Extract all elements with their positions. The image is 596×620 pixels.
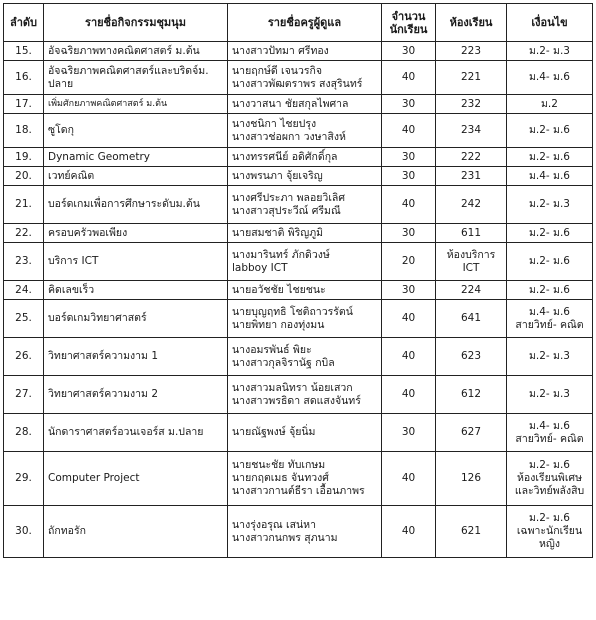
classroom-line: 221: [460, 71, 482, 83]
condition: [507, 300, 593, 338]
activity-name: [44, 243, 228, 281]
table-row: [4, 300, 593, 338]
table-row: [4, 167, 593, 186]
teacher-names-line: นางศรีประภา พลอยวิเลิศ: [232, 191, 346, 204]
student-count: 40: [382, 376, 436, 414]
teacher-names-line: นางพรนภา จุ้ยเจริญ: [232, 169, 323, 182]
activity-name-line: ซูโดกุ: [48, 124, 74, 136]
row-number: 21.: [4, 186, 44, 224]
condition: [507, 186, 593, 224]
teacher-names: [228, 167, 382, 186]
activity-name: [44, 338, 228, 376]
activity-name: [44, 376, 228, 414]
classroom-line: 126: [460, 472, 482, 484]
teacher-names: [228, 42, 382, 61]
condition-line: ม.4- ม.6: [528, 169, 570, 182]
condition: [507, 414, 593, 452]
classroom-line: 242: [460, 198, 482, 210]
classroom: [436, 42, 507, 61]
condition-line: ม.2- ม.6: [528, 226, 570, 239]
teacher-names: [228, 224, 382, 243]
table-row: [4, 114, 593, 148]
table-header-row: [4, 4, 593, 42]
classroom: [436, 148, 507, 167]
row-number: 24.: [4, 281, 44, 300]
activity-name-line: Dynamic Geometry: [48, 150, 151, 163]
header-no: ลำดับ: [4, 4, 44, 42]
row-number: 16.: [4, 61, 44, 95]
classroom-line: 231: [460, 169, 482, 182]
teacher-names-line: นางสาวปัทมา ศรีทอง: [232, 44, 329, 57]
row-number: 22.: [4, 224, 44, 243]
classroom: [436, 114, 507, 148]
table-row: [4, 42, 593, 61]
classroom-line: 627: [460, 426, 482, 438]
teacher-names: [228, 338, 382, 376]
table-row: [4, 243, 593, 281]
condition-line: ม.4- ม.6: [528, 71, 570, 83]
teacher-names-line: นางสาวกนกพร สุภนาม: [232, 531, 338, 544]
condition-line: ม.2- ม.6: [528, 150, 570, 163]
teacher-names: [228, 414, 382, 452]
condition-line: ม.4- ม.6: [528, 305, 570, 318]
table-row: [4, 61, 593, 95]
row-number: 28.: [4, 414, 44, 452]
classroom: [436, 61, 507, 95]
condition-line: สายวิทย์- คณิต: [515, 432, 584, 445]
teacher-names: [228, 452, 382, 506]
condition: [507, 224, 593, 243]
teacher-names-line: นางทรรศนีย์ อดิศักดิ์กุล: [232, 150, 338, 163]
classroom-line: 623: [460, 350, 482, 362]
teacher-names-line: นายบุญฤทธิ โชติถาวรรัตน์: [232, 305, 353, 318]
activity-name-line: เพิ่มศักยภาพคณิตศาสตร์ ม.ต้น: [48, 98, 168, 109]
teacher-names-line: นางสาวกานต์ธีรา เอื้อนภาพร: [232, 485, 365, 497]
teacher-names: [228, 95, 382, 114]
classroom: [436, 167, 507, 186]
classroom: [436, 452, 507, 506]
classroom-line: 223: [460, 44, 482, 57]
teacher-names-line: นางวาสนา ชัยสกุลไพศาล: [232, 97, 349, 110]
teacher-names: [228, 243, 382, 281]
activity-name: [44, 167, 228, 186]
activity-name-line: คิดเลขเร็ว: [48, 283, 95, 296]
activity-name: [44, 148, 228, 167]
row-number: 29.: [4, 452, 44, 506]
teacher-names-line: นางสาวช่อผกา วงษาสิงห์: [232, 130, 346, 143]
activity-table: [3, 3, 593, 558]
table-row: [4, 281, 593, 300]
condition-line: ม.2- ม.6: [528, 459, 570, 471]
table-row: [4, 95, 593, 114]
header-count: จำนวน นักเรียน: [382, 4, 436, 42]
activity-name: [44, 300, 228, 338]
table-row: [4, 414, 593, 452]
activity-name-line: บอร์ดเกมเพื่อการศึกษาระดับม.ต้น: [48, 198, 200, 210]
classroom: [436, 414, 507, 452]
activity-name: [44, 414, 228, 452]
row-number: 25.: [4, 300, 44, 338]
classroom-line: 224: [460, 283, 482, 296]
student-count: 30: [382, 167, 436, 186]
condition: [507, 338, 593, 376]
row-number: 23.: [4, 243, 44, 281]
activity-name: [44, 186, 228, 224]
condition-line: ม.2- ม.3: [528, 198, 570, 210]
table-row: [4, 224, 593, 243]
condition: [507, 42, 593, 61]
classroom: [436, 186, 507, 224]
condition: [507, 95, 593, 114]
condition-line: ม.2- ม.6: [528, 255, 570, 267]
table-row: [4, 148, 593, 167]
table-row: [4, 338, 593, 376]
student-count: 30: [382, 224, 436, 243]
row-number: 30.: [4, 506, 44, 558]
activity-name: [44, 452, 228, 506]
student-count: 30: [382, 281, 436, 300]
condition-line: ม.2- ม.3: [528, 350, 570, 362]
condition-line: ม.2- ม.6: [528, 283, 570, 296]
table-body: [4, 42, 593, 558]
condition: [507, 148, 593, 167]
activity-name-line: ครอบครัวพอเพียง: [48, 226, 128, 239]
teacher-names: [228, 300, 382, 338]
teacher-names-line: นายชนะชัย ทับเกษม: [232, 459, 326, 471]
condition: [507, 281, 593, 300]
teacher-names: [228, 114, 382, 148]
classroom-line: ICT: [462, 261, 480, 274]
teacher-names: [228, 186, 382, 224]
teacher-names-line: นายอวัชชัย ไชยชนะ: [232, 283, 326, 296]
activity-name-line: บอร์ดเกมวิทยาศาสตร์: [48, 312, 147, 324]
condition-line: ห้องเรียนพิเศษ: [516, 472, 582, 484]
row-number: 15.: [4, 42, 44, 61]
row-number: 19.: [4, 148, 44, 167]
classroom-line: 621: [460, 525, 482, 537]
activity-name-line: วิทยาศาสตร์ความงาม 1: [48, 350, 158, 362]
classroom: [436, 95, 507, 114]
teacher-names-line: นางสาวกุลจิรานัฐ กบิล: [232, 356, 335, 369]
activity-name-line: บริการ ICT: [48, 255, 99, 267]
header-teachers: รายชื่อครูผู้ดูแล: [228, 4, 382, 42]
teacher-names-line: นางชนิกา ไชยปรุง: [232, 117, 317, 130]
student-count: 20: [382, 243, 436, 281]
condition-line: ม.2- ม.6: [528, 124, 570, 136]
teacher-names-line: นางสาวมลนิทรา น้อยเสวก: [232, 381, 353, 394]
student-count: 40: [382, 452, 436, 506]
classroom-line: 611: [460, 226, 482, 239]
row-number: 26.: [4, 338, 44, 376]
condition-line: ม.2- ม.3: [528, 388, 570, 400]
condition: [507, 243, 593, 281]
teacher-names-line: นางรุ่งอรุณ เสน่หา: [232, 518, 316, 531]
classroom-line: 612: [460, 388, 482, 400]
activity-name-line: อัจฉริยภาพคณิตศาสตร์และบริดจ์ม.: [48, 64, 209, 77]
activity-name-line: วิทยาศาสตร์ความงาม 2: [48, 388, 158, 400]
classroom: [436, 281, 507, 300]
classroom-line: 222: [460, 150, 482, 163]
condition-line: ม.4- ม.6: [528, 419, 570, 432]
header-room: ห้องเรียน: [436, 4, 507, 42]
row-number: 20.: [4, 167, 44, 186]
condition: [507, 376, 593, 414]
teacher-names-line: นางอมรพันธ์ พิยะ: [232, 343, 312, 356]
condition: [507, 506, 593, 558]
teacher-names-line: นางสาวสุประวีณ์ ศรีมณี: [232, 204, 341, 217]
teacher-names: [228, 61, 382, 95]
teacher-names-line: labboy ICT: [232, 261, 288, 274]
student-count: 30: [382, 95, 436, 114]
table-row: [4, 506, 593, 558]
teacher-names-line: นางสาวพรธิดา สดแสงจันทร์: [232, 394, 361, 407]
classroom: [436, 506, 507, 558]
classroom: [436, 224, 507, 243]
activity-name-line: เวทย์คณิต: [48, 169, 95, 182]
activity-name: [44, 61, 228, 95]
activity-name-line: อัจฉริยภาพทางคณิตศาสตร์ ม.ต้น: [48, 44, 200, 57]
student-count: 30: [382, 42, 436, 61]
activity-name-line: ถักทอรัก: [48, 525, 86, 537]
classroom: [436, 338, 507, 376]
activity-name: [44, 281, 228, 300]
classroom-line: 232: [460, 97, 482, 110]
activity-name: [44, 42, 228, 61]
teacher-names-line: นายฤกษ์ดี เจนวรกิจ: [232, 64, 322, 77]
student-count: 30: [382, 148, 436, 167]
teacher-names-line: นางสาวพัฒตราพร สงสุรินทร์: [232, 77, 363, 90]
header-condition: เงื่อนไข: [507, 4, 593, 42]
classroom-line: 641: [460, 312, 482, 324]
student-count: 40: [382, 61, 436, 95]
teacher-names-line: นางมารินทร์ ภักดิวงษ์: [232, 248, 330, 261]
table-row: [4, 376, 593, 414]
row-number: 18.: [4, 114, 44, 148]
table-row: [4, 452, 593, 506]
activity-name: [44, 224, 228, 243]
activity-name-line: Computer Project: [48, 472, 140, 484]
teacher-names: [228, 148, 382, 167]
activity-name: [44, 114, 228, 148]
header-activity: รายชื่อกิจกรรมชุมนุม: [44, 4, 228, 42]
condition: [507, 167, 593, 186]
student-count: 30: [382, 414, 436, 452]
condition-line: เฉพาะนักเรียน: [516, 525, 583, 537]
student-count: 40: [382, 338, 436, 376]
row-number: 27.: [4, 376, 44, 414]
table-row: [4, 186, 593, 224]
condition: [507, 61, 593, 95]
activity-name: [44, 506, 228, 558]
condition-line: ม.2- ม.3: [528, 44, 570, 57]
student-count: 40: [382, 506, 436, 558]
condition-line: และวิทย์พลังสิบ: [514, 485, 585, 497]
condition-line: หญิง: [539, 538, 560, 550]
classroom: [436, 243, 507, 281]
classroom: [436, 300, 507, 338]
teacher-names: [228, 506, 382, 558]
student-count: 40: [382, 114, 436, 148]
classroom: [436, 376, 507, 414]
condition-line: สายวิทย์- คณิต: [515, 318, 584, 331]
condition-line: ม.2: [541, 97, 558, 110]
teacher-names: [228, 281, 382, 300]
row-number: 17.: [4, 95, 44, 114]
activity-name-line: นักดาราศาสตร์อวนเจอร์ส ม.ปลาย: [48, 426, 204, 438]
condition-line: ม.2- ม.6: [528, 512, 570, 524]
teacher-names-line: นายกฤตเมธ จันทวงศ์: [232, 472, 329, 484]
activity-name: [44, 95, 228, 114]
student-count: 40: [382, 186, 436, 224]
classroom-line: ห้องบริการ: [446, 248, 496, 261]
classroom-line: 234: [460, 124, 482, 136]
teacher-names-line: นายพิทยา กองทุ่งมน: [232, 318, 325, 331]
teacher-names-line: นายสมชาติ พิริญภูมิ: [232, 226, 324, 239]
activity-name-line: ปลาย: [48, 77, 74, 90]
teacher-names: [228, 376, 382, 414]
teacher-names-line: นายณัฐพงษ์ จุ้ยนิ่ม: [232, 426, 316, 438]
student-count: 40: [382, 300, 436, 338]
condition: [507, 114, 593, 148]
condition: [507, 452, 593, 506]
